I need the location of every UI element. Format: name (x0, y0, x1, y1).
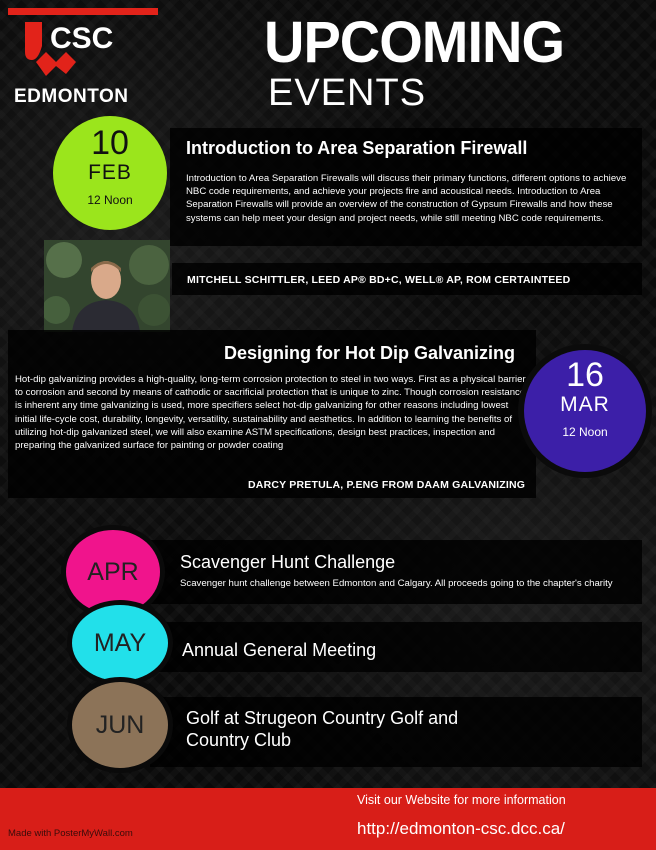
may-title: Annual General Meeting (182, 640, 377, 660)
event2-month: MAR (560, 393, 610, 416)
title-upcoming: UPCOMING (264, 8, 564, 75)
event2-description: Hot-dip galvanizing provides a high-quality, long-term corrosion protection to steel in two ways. First as a physical barrier to corrosion and second by means of cathodic or sacrificial protection that is unique to zinc. Though corrosion resistance is inherent any time galvanizing is used, more specifiers select hot-dip galvanizing for other reasons including lowest initial life-cycle cost, durability, longevity, versatility, sustainability and aesthetics. In addition to learning the benefits of utilizing hot-dip galvanized steel, we will also examine ASTM specifications, design best practices, inspection and preparing the galvanized surface for painting or powder coating (15, 374, 526, 452)
event2-date-badge (524, 350, 646, 472)
event1-time: 12 Noon (87, 193, 133, 208)
may-badge: MAY (72, 605, 168, 681)
csc-logo (22, 22, 147, 89)
event2-speaker: DARCY PRETULA, P.ENG FROM DAAM GALVANIZING (248, 479, 526, 491)
apr-badge: APR (66, 530, 160, 614)
event1-day: 10 (91, 124, 129, 162)
city-name: EDMONTON (14, 86, 129, 107)
made-with-text: Made with PosterMyWall.com (8, 828, 133, 839)
event2-day: 16 (566, 356, 604, 394)
title-events: EVENTS (268, 72, 427, 114)
event1-description: Introduction to Area Separation Firewalls will discuss their primary functions, different options to achieve NBC code requirements, and achieve your projects fire and acoustical needs. Introduction to Area Separation Firewalls will provide an overview of the construction of Gypsum Firewalls and how these systems can help meet your design and project needs, while still meeting NBC code requirements. (186, 173, 627, 224)
event1-speaker: MITCHELL SCHITTLER, LEED AP® BD+C, WELL® AP, ROM CERTAINTEED (187, 274, 571, 286)
visit-website-text: Visit our Website for more information (357, 793, 566, 807)
event1-date-badge (53, 116, 167, 230)
jun-title-line1: Golf at Strugeon Country Golf and (186, 708, 459, 728)
apr-title: Scavenger Hunt Challenge (180, 552, 396, 572)
jun-title-line2: Country Club (186, 730, 292, 750)
website-link[interactable]: http://edmonton-csc.dcc.ca/ (357, 819, 565, 838)
event2-time: 12 Noon (562, 425, 608, 440)
event1-month: FEB (88, 161, 132, 184)
red-accent-bar (8, 8, 158, 15)
svg-text:CSC: CSC (50, 22, 114, 55)
event1-title: Introduction to Area Separation Firewall (186, 138, 528, 158)
speaker-photo (44, 240, 170, 332)
jun-badge: JUN (72, 682, 168, 768)
apr-description: Scavenger hunt challenge between Edmonton and Calgary. All proceeds going to the chapter's charity (180, 578, 613, 589)
event2-title: Designing for Hot Dip Galvanizing (224, 343, 516, 363)
